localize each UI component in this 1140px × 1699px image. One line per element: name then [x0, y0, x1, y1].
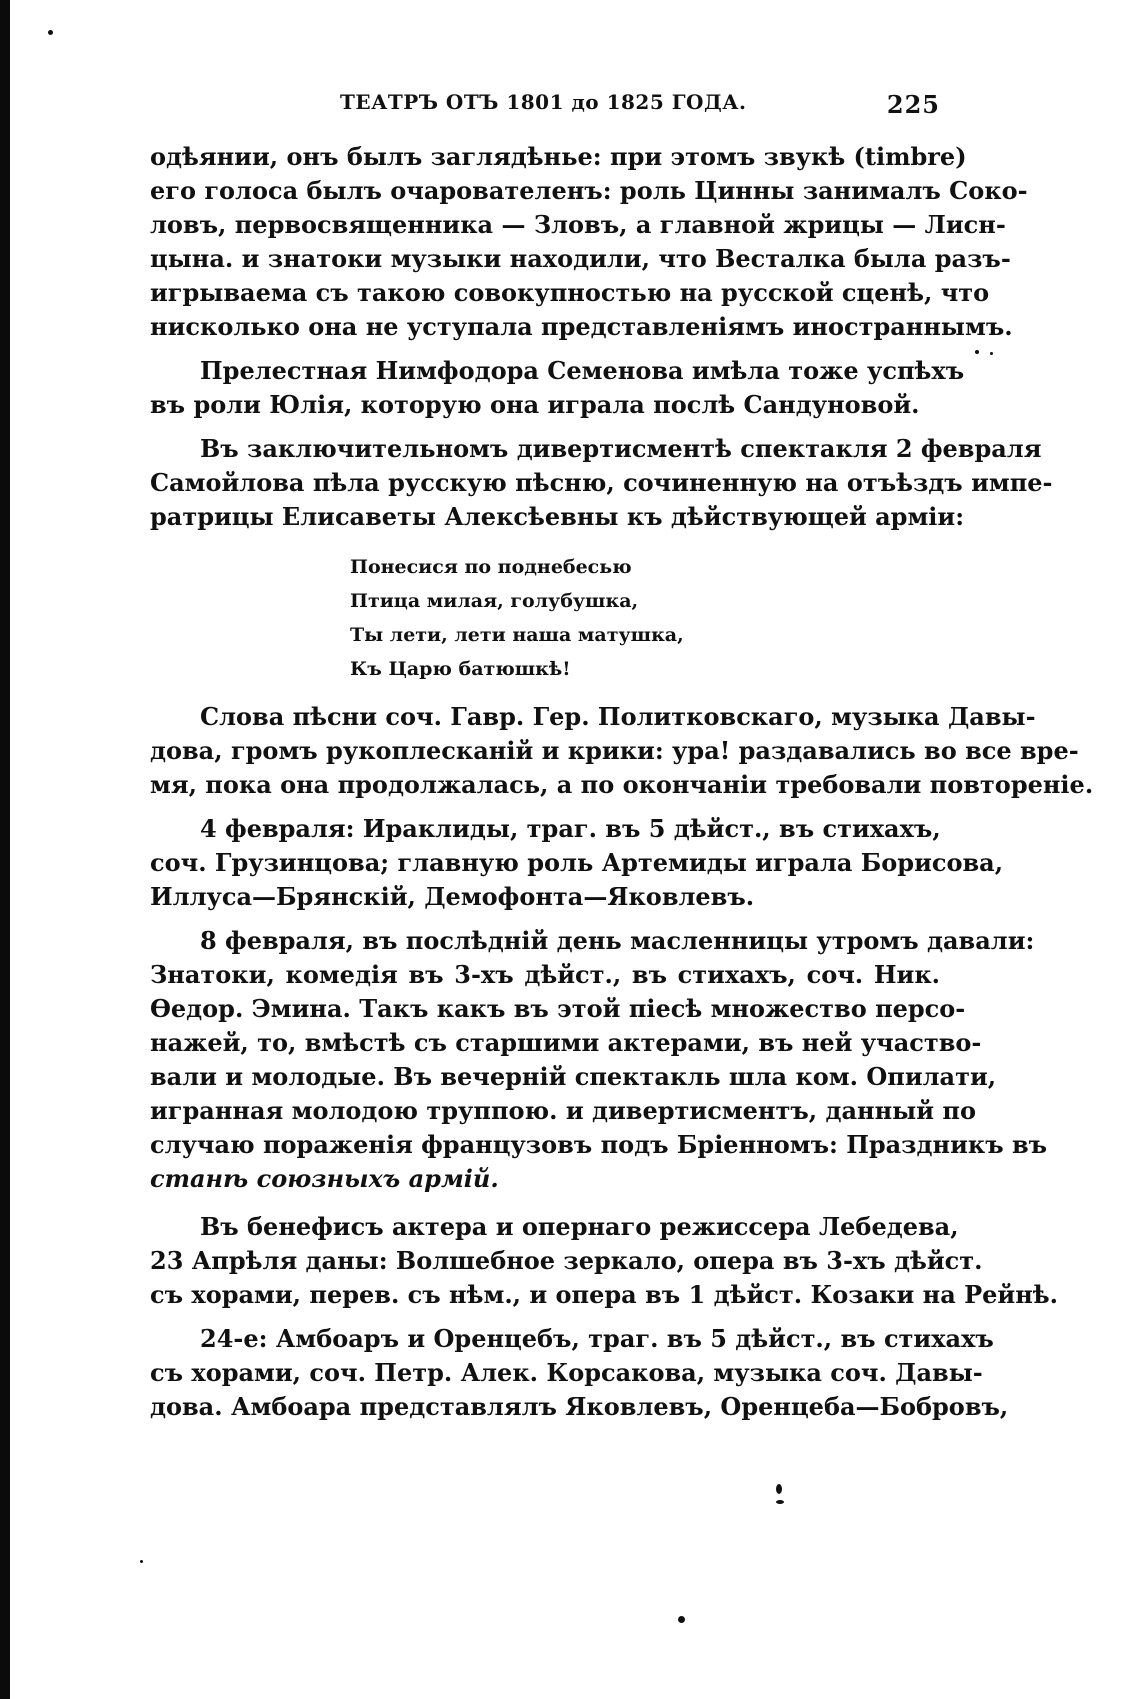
- text-line: дова, громъ рукоплесканій и крики: ура! раздавались во все вре-: [150, 736, 1079, 765]
- scan-speck: [776, 1500, 784, 1504]
- paragraph-5: [150, 812, 1004, 914]
- paragraph-1: [150, 140, 1028, 344]
- text-line: случаю пораженія французовъ подъ Бріенномъ: Праздникъ въ: [150, 1130, 1048, 1159]
- scan-speck: [140, 1560, 143, 1563]
- body-text: [150, 140, 1094, 1424]
- paragraph-6: [150, 924, 1048, 1196]
- text-line: мя, пока она продолжалась, а по окончаніи требовали повтореніе.: [150, 770, 1094, 799]
- text-line: Въ заключительномъ дивертисментѣ спектакля 2 февраля: [200, 434, 1042, 463]
- paragraph-2: [150, 354, 965, 422]
- text-line: въ роли Юлія, которую она играла послѣ Сандуновой.: [150, 390, 920, 419]
- verse-line: Къ Царю батюшкѣ!: [350, 658, 571, 680]
- text-line: 4 февраля: Ираклиды, траг. въ 5 дѣйст., въ стихахъ,: [200, 814, 941, 843]
- text-line: съ хорами, соч. Петр. Алек. Корсакова, музыка соч. Давы-: [150, 1358, 983, 1387]
- text-line: Иллуса—Брянскій, Демофонта—Яковлевъ.: [150, 882, 755, 911]
- scan-speck: [678, 1616, 685, 1623]
- text-line: Прелестная Нимфодора Семенова имѣла тоже успѣхъ: [200, 356, 965, 385]
- running-head: [150, 90, 940, 126]
- text-line: ратрицы Елисаветы Алексѣевны къ дѣйствующей арміи:: [150, 502, 965, 531]
- verse-line: Ты лети, лети наша матушка,: [350, 624, 684, 646]
- text-line: Самойлова пѣла русскую пѣсню, сочиненную на отъѣздъ импе-: [150, 468, 1053, 497]
- scan-speck: [776, 1484, 782, 1494]
- text-line: Слова пѣсни соч. Гавр. Гер. Политковскаго, музыка Давы-: [200, 702, 1036, 731]
- text-line: Знатоки, комедія въ 3-хъ дѣйст., въ стихахъ, соч. Ник.: [150, 960, 940, 989]
- text-line: цына. и знатоки музыки находили, что Весталка была разъ-: [150, 244, 1011, 273]
- text-line: нисколько она не уступала представленіямъ иностраннымъ.: [150, 312, 1013, 341]
- running-title: ТЕАТРЪ ОТЪ 1801 до 1825 ГОДА.: [340, 90, 747, 114]
- paragraph-3: [150, 432, 1053, 534]
- verse-line: Птица милая, голубушка,: [350, 590, 639, 612]
- text-line: его голоса былъ очарователенъ: роль Цинны занималъ Соко-: [150, 176, 1028, 205]
- text-line: 23 Апрѣля даны: Волшебное зеркало, опера въ 3-хъ дѣйст.: [150, 1246, 983, 1275]
- scan-left-edge: [0, 0, 10, 1699]
- text-line: одѣянии, онъ былъ заглядѣнье: при этомъ звукѣ (timbre): [150, 142, 967, 171]
- page-number: 225: [886, 90, 940, 119]
- text-line: игрываема съ такою совокупностью на русской сценѣ, что: [150, 278, 990, 307]
- text-line: станѣ союзныхъ армій.: [150, 1164, 499, 1193]
- text-line: съ хорами, перев. съ нѣм., и опера въ 1 дѣйст. Козаки на Рейнѣ.: [150, 1280, 1059, 1309]
- text-line: 24-е: Амбоаръ и Оренцебъ, траг. въ 5 дѣйст., въ стихахъ: [200, 1324, 994, 1353]
- text-line: соч. Грузинцова; главную роль Артемиды играла Борисова,: [150, 848, 1004, 877]
- paragraph-4: [150, 700, 1094, 802]
- text-line: 8 февраля, въ послѣдній день масленницы утромъ давали:: [200, 926, 1035, 955]
- verse-line: Понесися по поднебесью: [350, 556, 632, 578]
- scan-speck: [990, 352, 993, 355]
- text-line: игранная молодою труппою. и дивертисментъ, данный по: [150, 1096, 976, 1125]
- text-line: ловъ, первосвященника — Зловъ, а главной жрицы — Лисн-: [150, 210, 1006, 239]
- text-line: Ѳедор. Эмина. Такъ какъ въ этой піесѣ множество персо-: [150, 994, 966, 1023]
- scan-speck: [48, 30, 53, 35]
- verse-block: [350, 550, 940, 686]
- text-line: вали и молодые. Въ вечерній спектакль шла ком. Опилати,: [150, 1062, 997, 1091]
- text-line: дова. Амбоара представлялъ Яковлевъ, Оренцеба—Бобровъ,: [150, 1392, 1009, 1421]
- text-line: нажей, то, вмѣстѣ съ старшими актерами, въ ней участво-: [150, 1028, 982, 1057]
- text-line: Въ бенефисъ актера и опернаго режиссера Лебедева,: [200, 1212, 959, 1241]
- scan-speck: [975, 350, 979, 354]
- paragraph-8: [150, 1322, 1009, 1424]
- paragraph-7: [150, 1210, 1059, 1312]
